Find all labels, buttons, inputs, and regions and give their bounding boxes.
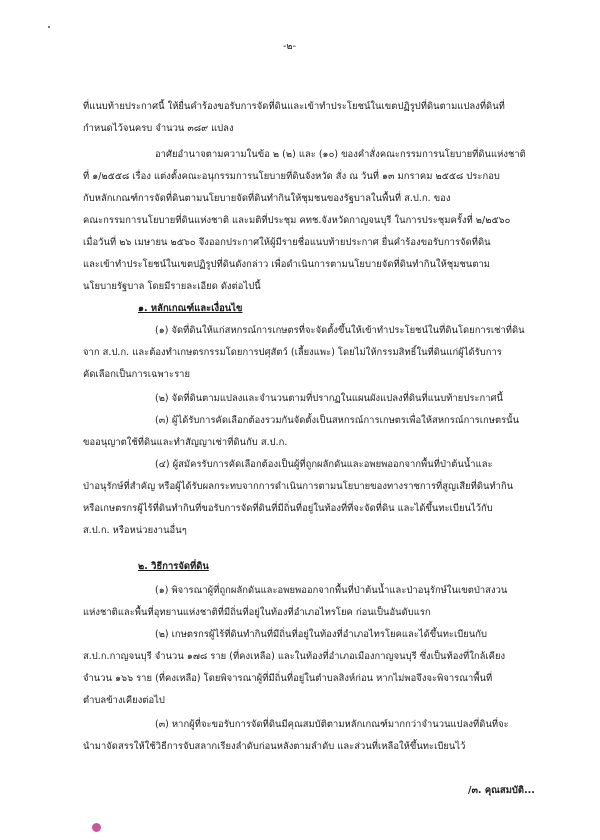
paragraph-line: จาก ส.ป.ก. และต้องทำเกษตรกรรมโดยการปศุสัตว์ (เลี้ยงแพะ) โดยไม่ให้กรรมสิทธิ์ในที่ดินแก่ผู้ได้รับการ	[83, 347, 502, 358]
stamp-dot	[92, 823, 101, 832]
paragraph-line: กำหนดไว้จนครบ จำนวน ๓๘๙ แปลง	[83, 123, 234, 134]
paragraph-line: ที่แนบท้ายประกาศนี้ ให้ยื่นคำร้องขอรับการจัดที่ดินและเข้าทำประโยชน์ในเขตปฏิรูปที่ดินตามแปลงที่ดินที่	[83, 101, 505, 112]
paragraph-line: ส.ป.ก.กาญจนบุรี จำนวน ๑๗๘ ราย (ที่คงเหลือ) และในท้องที่อำเภอเมืองกาญจนบุรี ซึ่งเป็นท้องที่ใกล้เคียง	[83, 651, 506, 662]
scan-speck	[48, 26, 50, 28]
paragraph-line: (๓) ผู้ได้รับการคัดเลือกต้องรวมกันจัดตั้งเป็นสหกรณ์การเกษตรเพื่อให้สหกรณ์การเกษตรนั้น	[155, 415, 520, 426]
paragraph-line: ป่าอนุรักษ์ที่สำคัญ หรือผู้ได้รับผลกระทบจากการดำเนินการตามนโยบายของทางราชการที่สูญเสียที่ดินทำกิน	[83, 481, 514, 492]
section-heading: ๑. หลักเกณฑ์และเงื่อนไข	[138, 303, 243, 314]
section-heading: ๒. วิธีการจัดที่ดิน	[138, 561, 209, 572]
paragraph-line: นโยบายรัฐบาล โดยมีรายละเอียด ดังต่อไปนี้	[83, 281, 261, 292]
continuation-note: /๓. คุณสมบัติ...	[468, 785, 535, 796]
paragraph-line: แห่งชาติและพื้นที่อุทยานแห่งชาติที่มีถิ่นที่อยู่ในท้องที่อำเภอไทรโยค ก่อนเป็นอันดับแรก	[83, 607, 431, 618]
paragraph-line: หรือเกษตรกรผู้ไร้ที่ดินทำกินที่ขอรับการจัดที่ดินที่มีถิ่นที่อยู่ในท้องที่ที่จะจัดที่ดิน และได้ขึ้นทะเบียนไว้กับ	[83, 503, 493, 514]
paragraph-line: (๓) หากผู้ที่จะขอรับการจัดที่ดินมีคุณสมบัติตามหลักเกณฑ์มากกว่าจำนวนแปลงที่ดินที่จะ	[155, 719, 509, 730]
paragraph-line: ที่ ๑/๒๕๕๘ เรื่อง แต่งตั้งคณะอนุกรรมการนโยบายที่ดินจังหวัด สั่ง ณ วันที่ ๑๓ มกราคม ๒๕๕๘ ประกอบ	[83, 171, 500, 182]
paragraph-line: (๔) ผู้สมัครรับการคัดเลือกต้องเป็นผู้ที่ถูกผลักดันและอพยพออกจากพื้นที่ป่าต้นน้ำและ	[155, 459, 493, 470]
paragraph-line: คัดเลือกเป็นการเฉพาะราย	[83, 369, 191, 380]
page-number: -๒-	[283, 41, 297, 52]
paragraph-line: ขออนุญาตใช้ที่ดินและทำสัญญาเช่าที่ดินกับ ส.ป.ก.	[83, 437, 288, 448]
paragraph-line: นำมาจัดสรรให้ใช้วิธีการจับสลากเรียงลำดับก่อนหลังตามลำดับ และส่วนที่เหลือให้ขึ้นทะเบียนไว้	[83, 741, 466, 752]
paragraph-line: กับหลักเกณฑ์การจัดที่ดินตามนโยบายจัดที่ดินทำกินให้ชุมชนของรัฐบาลในพื้นที่ ส.ป.ก. ของ	[83, 193, 451, 204]
paragraph-line: (๑) จัดที่ดินให้แก่สหกรณ์การเกษตรที่จะจัดตั้งขึ้นให้เข้าทำประโยชน์ในที่ดินโดยการเช่าที่ดิน	[155, 325, 525, 336]
paragraph-line: เมื่อวันที่ ๒๖ เมษายน ๒๕๖๐ จึงออกประกาศให้ผู้มีรายชื่อแนบท้ายประกาศ ยื่นคำร้องขอรับการจัดที่ดิน	[83, 237, 491, 248]
paragraph-line: คณะกรรมการนโยบายที่ดินแห่งชาติ และมติที่ประชุม คทช.จังหวัดกาญจนบุรี ในการประชุมครั้งที่ ๒/๒๕๖๐	[83, 215, 511, 226]
paragraph-line: (๒) จัดที่ดินตามแปลงและจำนวนตามที่ปรากฏในแผนผังแปลงที่ดินที่แนบท้ายประกาศนี้	[155, 393, 504, 404]
paragraph-line: (๒) เกษตรกรผู้ไร้ที่ดินทำกินที่มีถิ่นที่อยู่ในท้องที่อำเภอไทรโยคและได้ขึ้นทะเบียนกับ	[155, 629, 488, 640]
paragraph-line: และเข้าทำประโยชน์ในเขตปฏิรูปที่ดินดังกล่าว เพื่อดำเนินการตามนโยบายจัดที่ดินทำกินให้ชุมชนตาม	[83, 259, 491, 270]
paragraph-line: อาศัยอำนาจตามความในข้อ ๒ (๒) และ (๑๐) ของคำสั่งคณะกรรมการนโยบายที่ดินแห่งชาติ	[155, 149, 526, 160]
paragraph-line: ส.ป.ก. หรือหน่วยงานอื่นๆ	[83, 525, 187, 536]
paragraph-line: (๑) พิจารณาผู้ที่ถูกผลักดันและอพยพออกจากพื้นที่ป่าต้นน้ำและป่าอนุรักษ์ในเขตป่าสงวน	[155, 585, 508, 596]
paragraph-line: ตำบลข้างเคียงต่อไป	[83, 695, 165, 706]
paragraph-line: จำนวน ๑๖๖ ราย (ที่คงเหลือ) โดยพิจารณาผู้ที่มีถิ่นที่อยู่ในตำบลสิงห์ก่อน หากไม่พอจึงจะพิจารณาพื้นที่	[83, 673, 493, 684]
